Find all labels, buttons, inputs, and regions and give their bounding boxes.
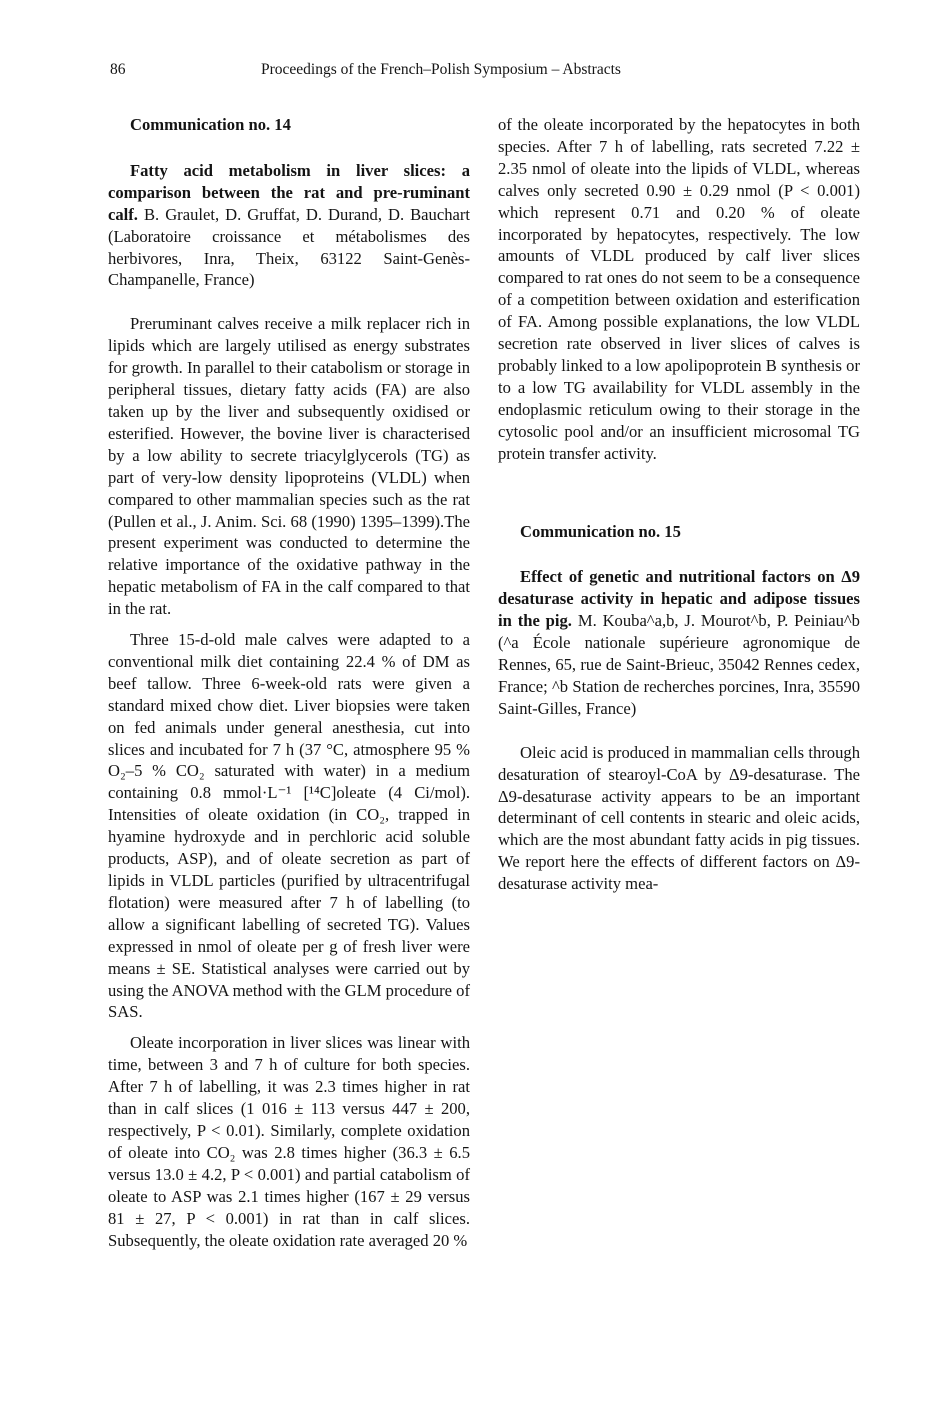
- right-column: [498, 114, 860, 895]
- communication-14-title: Fatty acid metabolism in liver slices: a comparison between the rat and pre-ruminant calf.: [108, 160, 470, 224]
- communication-15-paragraph-1: Oleic acid is produced in mammalian cells through desaturation of stearoyl-CoA by Δ9-desaturase. The Δ9-desaturase activity appears to be an important determinant of cell contents in stearic and oleic acids, which are the most abundant fatty acids in pig tissues. We report here the effects of different factors on Δ9-desaturase activity mea-: [498, 742, 860, 894]
- communication-14-heading: Communication no. 14: [130, 115, 291, 134]
- communication-14-paragraph-3-continued: of the oleate incorporated by the hepatocytes in both species. After 7 h of labelling, rats secreted 7.22 ± 2.35 nmol of oleate into the lipids of VLDL, whereas calves only secreted 0.90 ± 0.29 nmol (P < 0.001) which represent 0.71 and 0.20 % of oleate incorporated by hepatocytes, respectively. The low amounts of VLDL produced by calf liver slices compared to rat ones do not seem to be a consequence of a competition between oxidation and esterification of FA. Among possible explanations, the low VLDL secretion rate observed in liver slices of calves is probably linked to a low apolipoprotein B synthesis or to a low TG availability for VLDL assembly in the endoplasmic reticulum owing to their storage in the cytosolic pool and/or an insufficient microsomal TG protein transfer activity.: [498, 115, 860, 463]
- communication-15-title: Effect of genetic and nutritional factors on Δ9 desaturase activity in hepatic and adipose tissues in the pig.: [498, 567, 860, 631]
- page-number: 86: [110, 61, 126, 78]
- communication-15-heading: Communication no. 15: [520, 521, 681, 541]
- communication-15-authors: M. Kouba^a,b, J. Mourot^b, P. Peiniau^b (^a École nationale supérieure agronomique de Rennes, 65, rue de Saint-Brieuc, 35042 Rennes cedex, France; ^b Station de recherches porcines, Inra, 35590 Saint-Gilles, France): [498, 611, 860, 718]
- left-column: [108, 114, 470, 1251]
- communication-14-paragraph-2: Three 15-d-old male calves were adapted to a conventional milk diet containing 22.4 % of DM as beef tallow. Three 6-week-old rats were given a standard mixed chow diet. Liver biopsies were taken on fed animals under general anesthesia, cut into slices and incubated for 7 h (37 °C, atmosphere 95 % O₂–5 % CO₂ saturated with water) in a medium containing 0.8 mmol·L⁻¹ [¹⁴C]oleate (4 Ci/mol). Intensities of oleate oxidation (in CO₂, trapped in hyamine hydroxyde and in perchloric acid soluble products, ASP), and of oleate secretion as part of lipids in VLDL particles (purified by ultracentrifugal flotation) were measured after 7 h of labelling (to allow a significant labelling of secreted TG). Values expressed in nmol of oleate per g of fresh liver were means ± SE. Statistical analyses were carried out by using the ANOVA method with the GLM procedure of SAS.: [108, 630, 470, 1022]
- communication-14-title-block: [108, 160, 470, 291]
- communication-14-paragraph-1: Preruminant calves receive a milk replacer rich in lipids which are largely utilised as energy substrates for growth. In parallel to their catabolism or storage in peripheral tissues, dietary fatty acids (FA) are also taken up by the liver and subsequently oxidised or esterified. However, the bovine liver is characterised by a low ability to secrete triacylglycerols (TG) as part of very-low density lipoproteins (VLDL) when compared to other mammalian species such as the rat (Pullen et al., J. Anim. Sci. 68 (1990) 1395–1399).The present experiment was conducted to determine the relative importance of the oxidative pathway in the hepatic metabolism of FA in the calf compared to that in the rat.: [108, 314, 470, 619]
- page-header: [110, 58, 862, 82]
- communication-14-authors: B. Graulet, D. Gruffat, D. Durand, D. Bauchart (Laboratoire croissance et métabolismes des herbivores, Inra, Theix, 63122 Saint-Genès-Champanelle, France): [108, 204, 471, 290]
- communication-14-paragraph-3: Oleate incorporation in liver slices was linear with time, between 3 and 7 h of culture for both species. After 7 h of labelling, it was 2.3 times higher in rat than in calf slices (1 016 ± 113 versus 447 ± 200, respectively, P < 0.01). Similarly, complete oxidation of oleate into CO₂ was 2.8 times higher (36.3 ± 6.5 versus 13.0 ± 4.2, P < 0.001) and partial catabolism of oleate to ASP was 2.1 times higher (167 ± 29 versus 81 ± 27, P < 0.001) in rat than in calf slices. Subsequently, the oleate oxidation rate averaged 20 %: [108, 1033, 470, 1250]
- running-title: Proceedings of the French–Polish Symposium – Abstracts: [261, 61, 621, 78]
- communication-15-title-block: [498, 566, 860, 719]
